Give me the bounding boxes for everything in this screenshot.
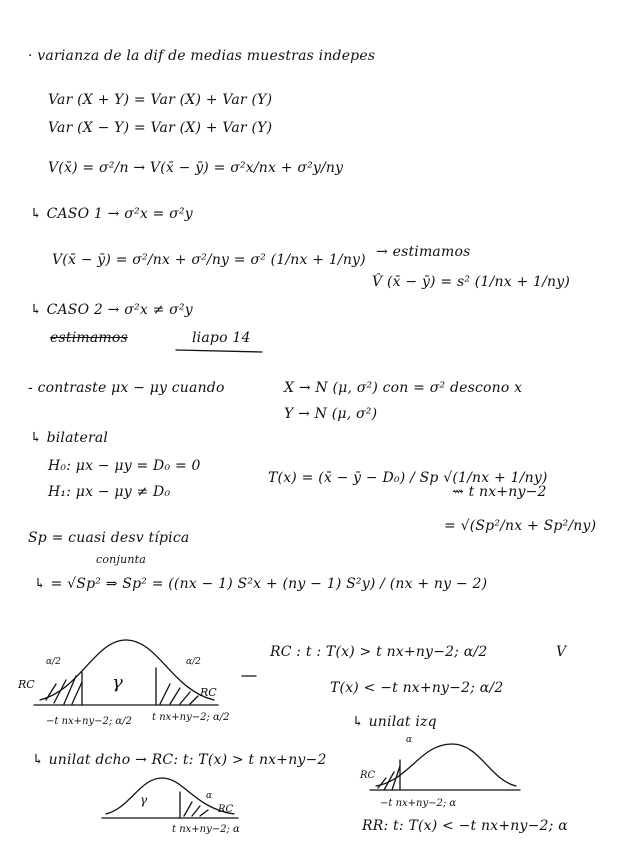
estimamos-label: → estimamos: [376, 244, 471, 260]
unilat-dcho-heading: ↳ unilat dcho → RC: t: T(x) > t nx+ny−2: [32, 752, 327, 768]
alpha-right-label: α: [206, 791, 213, 801]
right-critical-tick: t nx+ny−2; α/2: [152, 712, 230, 723]
rc-or-mark: V: [556, 644, 567, 660]
alt-denominator: = √(Sp²/nx + Sp²/ny): [444, 518, 597, 534]
sp-definition: Sp = cuasi desv típica: [28, 530, 190, 546]
unilat-izq-heading: ↳ unilat izq: [352, 714, 437, 730]
left-tail-tick: −t nx+ny−2; α: [380, 798, 457, 809]
rc-line-2: T(x) < −t nx+ny−2; α/2: [330, 680, 504, 696]
conjunta-label: conjunta: [96, 553, 147, 566]
caso1-heading: ↳ CASO 1 → σ²x = σ²y: [30, 206, 193, 222]
section1-title: · varianza de la dif de medias muestras indepes: [28, 48, 376, 64]
rc-line-1: RC : t : T(x) > t nx+ny−2; α/2: [270, 644, 488, 660]
estimator-formula: V̂ (x̄ − ȳ) = s² (1/nx + 1/ny): [372, 274, 571, 290]
sp-formula: ↳ = √Sp² ⇒ Sp² = ((nx − 1) S²x + (ny − 1) S²y) / (nx + ny − 2): [34, 576, 488, 592]
v-xbar-line: V(x̄) = σ²/n → V(x̄ − ȳ) = σ²x/nx + σ²y/ny: [48, 160, 344, 176]
alpha-half-left: α/2: [46, 657, 61, 667]
caso2-note: liapo 14: [192, 330, 251, 346]
h0-line: H₀: μx − μy = D₀ = 0: [48, 458, 201, 474]
var-sum-line: Var (X + Y) = Var (X) + Var (Y): [48, 92, 273, 108]
dist-x-line: X → N (μ, σ²) con = σ² descono x: [284, 380, 523, 396]
gamma-label: γ: [112, 672, 123, 693]
test-statistic: T(x) = (x̄ − ȳ − D₀) / Sp √(1/nx + 1/ny): [268, 470, 548, 486]
rc-right-label: RC: [200, 686, 217, 699]
t-distribution: ⇝ t nx+ny−2: [452, 484, 547, 500]
dist-y-line: Y → N (μ, σ²): [284, 406, 378, 422]
rr-tail-label: RC: [360, 770, 376, 781]
caso1-formula: V(x̄ − ȳ) = σ²/nx + σ²/ny = σ² (1/nx + 1/ny): [52, 252, 366, 268]
right-tail-curve-sketch: [102, 778, 240, 835]
caso2-underline: [176, 350, 262, 352]
left-tail-curve-sketch: [359, 735, 520, 809]
left-critical-tick: −t nx+ny−2; α/2: [46, 716, 132, 727]
caso2-crossed-word: estimamos: [50, 330, 128, 346]
rc-left-label: RC: [18, 678, 35, 691]
caso2-heading: ↳ CASO 2 → σ²x ≠ σ²y: [30, 302, 193, 318]
var-diff-line: Var (X − Y) = Var (X) + Var (Y): [48, 120, 273, 136]
rr-line: RR: t: T(x) < −t nx+ny−2; α: [362, 818, 568, 834]
alpha-left-label: α: [406, 735, 413, 745]
h1-line: H₁: μx − μy ≠ D₀: [48, 484, 171, 500]
gamma-small-label: γ: [140, 793, 148, 807]
alpha-half-right: α/2: [186, 657, 201, 667]
section2-title: - contraste μx − μy cuando: [28, 380, 225, 396]
rc-tail-label: RC: [218, 804, 234, 815]
bilateral-curve-sketch: [17, 640, 230, 727]
bilateral-heading: ↳ bilateral: [30, 430, 109, 446]
right-tail-tick: t nx+ny−2; α: [172, 824, 240, 835]
